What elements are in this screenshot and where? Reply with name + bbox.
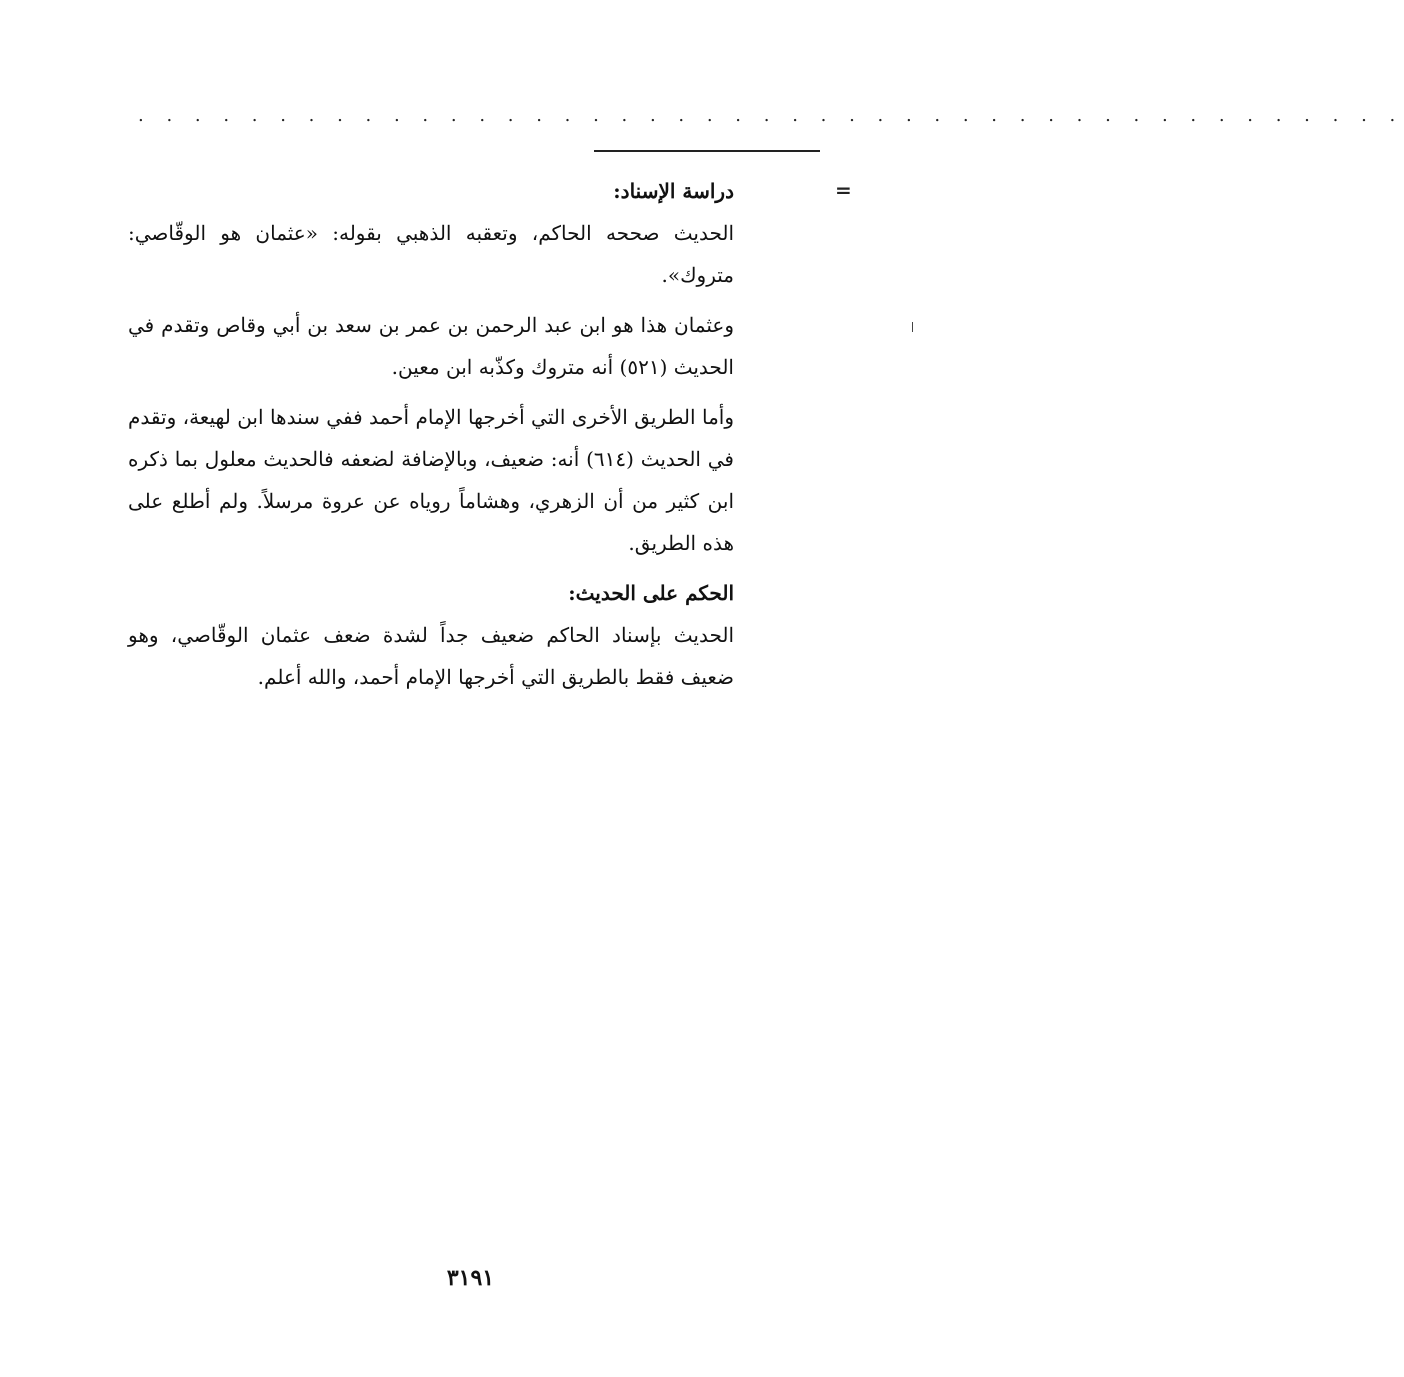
footnote-rule — [594, 150, 820, 152]
hukm-paragraph: الحديث بإسناد الحاكم ضعيف جداً لشدة ضعف عثمان الوقّاصي، وهو ضعيف فقط بالطريق التي أخرجها الإمام أحمد، والله أعلم. — [128, 623, 734, 689]
isnad-paragraph-1: الحديث صححه الحاكم، وتعقبه الذهبي بقوله: «عثمان هو الوقّاصي: متروك». — [128, 221, 734, 287]
main-text — [128, 170, 734, 706]
dotted-separator: . . . . . . . . . . . . . . . . . . . . . . . . . . . . . . . . . . . . . . . . . . . . . — [138, 105, 1404, 126]
margin-mark: = — [835, 178, 852, 202]
isnad-paragraph-2: وعثمان هذا هو ابن عبد الرحمن بن عمر بن سعد بن أبي وقاص وتقدم في الحديث (٥٢١) أنه متروك وكذّبه ابن معين. — [128, 313, 734, 379]
page-number: ٣١٩١ — [446, 1265, 495, 1291]
margin-tick — [912, 322, 913, 332]
isnad-paragraph-3: وأما الطريق الأخرى التي أخرجها الإمام أحمد ففي سندها ابن لهيعة، وتقدم في الحديث (٦١٤) أنه: ضعيف، وبالإضافة لضعفه فالحديث معلول بما ذكره ابن كثير من أن الزهري، وهشاماً روياه عن عروة مرسلاً. ولم أطلع على هذه الطريق. — [128, 405, 734, 555]
hukm-heading: الحكم على الحديث: — [568, 581, 734, 605]
isnad-heading: دراسة الإسناد: — [613, 179, 734, 203]
